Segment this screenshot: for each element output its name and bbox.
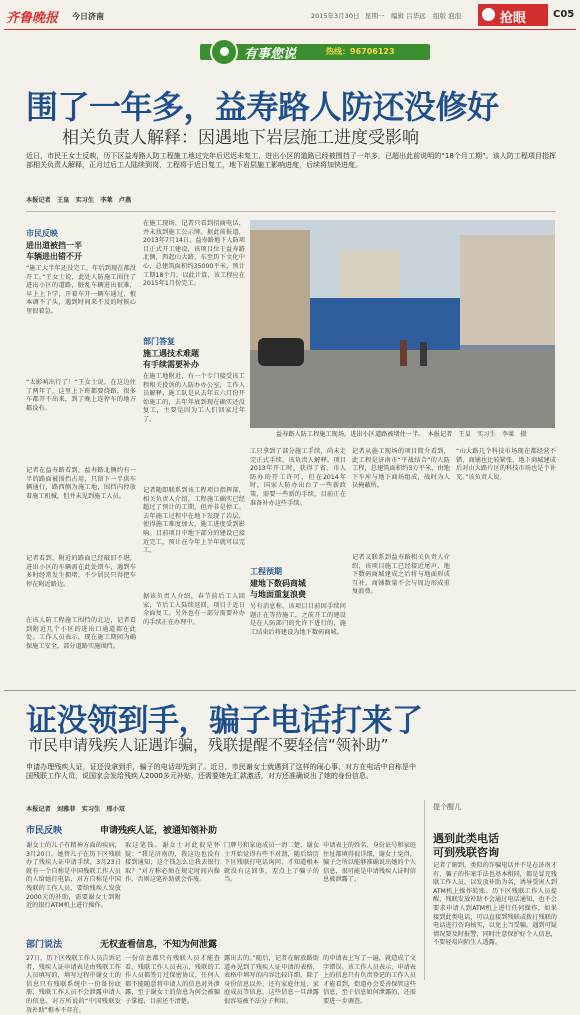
column-name: 抢眼	[500, 11, 527, 26]
photo-pedestrian	[400, 340, 407, 366]
article1-col4c: “山大路几个科技市场现在都经营不错，商铺也比较紧张，地下商城建成后对山大路片区的科技市场也是个补充。”该负责人说。	[456, 448, 556, 481]
issue-date: 2015年3月30日	[311, 12, 360, 20]
sidebar-title1: 遇到此类电话	[433, 832, 499, 845]
newspaper-logo: 齐鲁晚报	[6, 11, 59, 26]
sec2-col4: 的申请表上写了一遍，就造成了文字错误。该工作人员表示，申请表上的信息只有负责登记的工作人员才能看到，街道办会妥善保管这些信息，至于信息如何泄露的，还需要进一步调查。	[323, 955, 416, 1005]
sub1-label: 市民反映	[26, 229, 58, 238]
article1-para5: 在该人防工程施工围挡的北边，记者看到附近几个小区的进出口通道都在此处。工作人员表示，现在施工期间为确保施工安全，部分道路实施围挡。	[26, 617, 136, 650]
sidebar-box	[424, 800, 559, 980]
designer-credit: 组版 泡泡	[433, 12, 462, 20]
article2-headline: 证没领到手，骗子电话打来了	[26, 703, 423, 739]
banner-title: 有事您说	[244, 47, 297, 62]
sec2-col1: 27日，历下区残联工作人员告诉记者，残疾人证申请表是由残联工作人员填写的，填写过程中谢女士的信息只有残联系统中一份备份底册，残联工作人员不会泄露申请人的信息，对方所说的“中国残联发放补助”根本不存在。	[26, 955, 121, 1014]
article1-byline: 本报记者 王皇 实习生 李莱 卢燕	[26, 197, 132, 204]
sub1-title: 进出道被挡一半	[26, 241, 82, 250]
sub2-label: 部门答复	[143, 337, 175, 346]
editor-credit: 编辑 吕华远	[391, 12, 426, 20]
photo-car	[258, 338, 304, 366]
sidebar-text: 记者了解到，类似的诈骗电话并不是在济南才有，骗子的作案手法也基本相同，都是冒充残联工作人员，以发放补助为名，诱导受害人到ATM机上操作转账。历下区残联工作人员提醒，残联发放补助不会通过电话通知，也不会要求申请人到ATM机上进行任何操作，如果接到此类电话，可以直接到残联或拨打残联的电话进行咨询核实，以免上当受骗。遇到可疑情况要及时报警，同时注意保护好个人信息，不要轻易向陌生人透露。	[433, 862, 557, 947]
article1-col3a: 工只拿到了部分施工手续，尚未走完正式手续，该负责人解释。项目2013年开工时，获得了省、市人防办的开工许可，但在2014年时，国家人防办出台了一些新政策，需要一些新的手续，目前正在准备补办这些手续。	[250, 448, 346, 507]
article1-subhead: 相关负责人解释：因遇地下岩层施工进度受影响	[62, 128, 419, 148]
article-divider	[4, 690, 576, 691]
sub3-label: 工程预期	[250, 567, 282, 576]
banner-hotline: 热线：96706123	[326, 47, 395, 56]
masthead-rule	[4, 29, 576, 30]
article2-byline: 本报记者 刘雅菲 实习生 邢小双	[26, 806, 125, 813]
article1-col3b: 另有消息称，该项目目前因手续问题正在等待施工，之前开工的建设是在人防部门的允许下进行的，施工结束后将建设为地下数码商城。	[250, 603, 346, 636]
article1-para2: “太影响出行了！”王女士说，在这边住了两年了，这里上下班都要绕路，很多车都开不出来，到了晚上连停车的地方都没有。	[26, 379, 136, 412]
banner-circle-icon	[210, 38, 238, 66]
sec2-col2: 一份信息都只有残联人员才能查看，残联工作人员表示，残联的工作人员都签订过保密协议，任何人都不能随意将申请人的信息对外泄露，至于谢女士的信息为何会被骗子掌握，目前还不清楚。	[125, 955, 220, 1005]
sec1-title: 申请残疾人证，被通知领补助	[100, 826, 218, 836]
sec2-label: 部门说法	[26, 940, 63, 950]
column-banner	[0, 32, 580, 72]
page-number: C05	[553, 9, 575, 20]
sec1-col4: 申请表上的姓名、身份证号和家庭住址都填得很详细，谢女士觉得，骗子之所以能够准确说出她的个人信息，很可能是申请残疾人证时信息被泄露了。	[323, 842, 416, 884]
article1-para4: 记者看到，附近的路面已经破旧不堪，进出小区的车辆需在此处错车，遇到车多时经常发生拥堵，不少居民只得把车停在附近路边。	[26, 555, 136, 588]
sub2-title2: 有手续需要补办	[143, 360, 199, 369]
article1-col2d: 据该负责人介绍，春节前后工人回家，节后工人陆续返回，项目于近日全面复工。另外也有一部分需要补办的手续正在办理中。	[143, 593, 245, 626]
photo-caption: 益寿路人防工程施工现场，进出小区道路被堵住一半。 本报记者 王皇 实习生 李莱 摄	[276, 431, 527, 438]
sec1-col3: 门牌号和家庭成员一清二楚，谢女士开始觉得有些不对劲，随后给历下区残联打电话询问，才知道根本就没有这回事，差点上了骗子的当。	[224, 842, 319, 884]
sidebar-title2: 可到残联咨询	[433, 846, 499, 859]
article1-col2a: 在施工现场，记者只看到招商电话，并未找到施工公示牌。据此前报道，2013年7月14日，益寿路地下人防项目正式开工建设，该项目位于益寿路北侧，西起山大路，东至历下文化中心，总建筑面积约35000平米，预计工期18个月，以此计算，该工程应在2015年1月份完工。	[143, 220, 245, 288]
article1-rule	[26, 211, 556, 212]
sidebar-tag: 提个醒儿	[433, 803, 461, 811]
photo-building-right	[460, 235, 555, 345]
photo-pedestrian-2	[420, 342, 427, 366]
article1-col4b: 记者又联系到益寿路相关负责人介绍，该项目施工已经接近尾声，地下数码商城建成之后将与地面形成互补，商铺数量不会与周边形成重复浪费。	[352, 554, 450, 596]
column-badge	[478, 4, 548, 26]
sub1-title2: 车辆进出错不开	[26, 252, 82, 261]
article2-subhead: 市民申请残疾人证遇诈骗，残联提醒不要轻信“领补助”	[28, 736, 389, 754]
article1-col2b: 在施工地附近，有一个专门接受该工程相关投诉的人防办办公室，工作人员解释，施工队是从去年五六月份开始施工的，去年年底到现在确实还没复工，主要是因为工人们回家过年了。	[143, 373, 245, 423]
column-icon	[482, 8, 495, 21]
article1-para3: 记者在益寿路看到，益寿路北侧约有一半的路面被围挡占用，只留下一半供车辆通行，路西侧为施工地，围挡内停放着施工机械，但并未见到施工人员。	[26, 467, 136, 500]
sec2-col3: 露出去的。”随后，记者在解放路街道办见到了残疾人证申请的表格，表格中填写的内容比较详细，除了身份信息以外，还有家庭住址、家庭成员等信息，这些信息一旦泄露很容易被不法分子利用。	[224, 955, 319, 1005]
article1-col4a: 记者从施工现场的项目简介看到，此工程是济南市“平战结合”的人防工程，总建筑面积约3万平米，由地下车库与地下商场组成，战时为人员掩蔽所。	[352, 448, 450, 490]
sub2-title: 施工遇技术难题	[143, 349, 199, 358]
sec2-title: 无权查看信息，不知为何泄露	[100, 940, 218, 950]
sub3-title2: 与地面重复浪费	[250, 590, 306, 599]
article1-lead: 近日，市民王女士反映，历下区益寿路人防工程施工地过完年后迟迟未复工，进出小区的道路已经被围挡了一年多，已超出此前说明的“18个月工期”。该人防工程项目指挥部相关负责人解释，正月过后工人陆续到岗，工程将于近日复工，地下岩层施工影响进度，后续将加快进度。	[26, 152, 556, 169]
photo-fence	[310, 298, 460, 356]
article1-para1: “施工大半年还没完工，年后到现在都没开工。”王女士说，此处人防施工围住了进出小区的道路，脏乱车辆进出很难，早上上下学，开着车开一辆车通过，根本调不了头，遇到时间来不及的时候心里很着急。	[26, 265, 136, 315]
article2-lead: 申请办理残疾人证，证还没拿到手，骗子的电话却先到了。近日，市民谢女士就遇到了这样的闹心事，对方在电话中自称是中国残联工作人员，说国家会发给残疾人2000多元补贴，还需要她先汇款激活，对方还准确说出了她的身份信息。	[26, 763, 416, 780]
article1-headline: 围了一年多，益寿路人防还没修好	[26, 88, 499, 126]
issue-weekday: 星期一	[365, 12, 385, 20]
article1-photo	[250, 220, 555, 428]
masthead	[0, 0, 580, 30]
section-name: 今日济南	[72, 12, 104, 21]
article1-col2c: 记者随即联系到该工程项目指挥部，相关负责人介绍，工程施工确实已经超过了预计的工期，但并非是停工。去年施工过程中在地下发现了岩层，使得施工难度加大，施工进度受到影响。目前项目中地下部分的建设已接近完工，预计在今年上半年就可以完工。	[143, 487, 245, 555]
sec1-col1: 谢女士的儿子有精神方面的疾病，3月20日，她替儿子在历下区残联办了残疾人证申请手续，3月23日就有一个自称是中国残联工作人员的人给她打电话，对方自称是中国残联的工作人员，要给残疾人发放2000元的补助，需要谢女士到附近的银行ATM机上进行操作。	[26, 842, 121, 910]
sec1-label: 市民反映	[26, 826, 63, 836]
sub3-title: 建地下数码商城	[250, 579, 306, 588]
sec1-col2: 取这笔钱。谢女士对此很是怀疑：“我是济南的，我这边也没有接到通知，这个钱怎么让我去银行取？”对方称必须在规定时间内操作，否则这笔补助就会作废。	[125, 842, 220, 884]
